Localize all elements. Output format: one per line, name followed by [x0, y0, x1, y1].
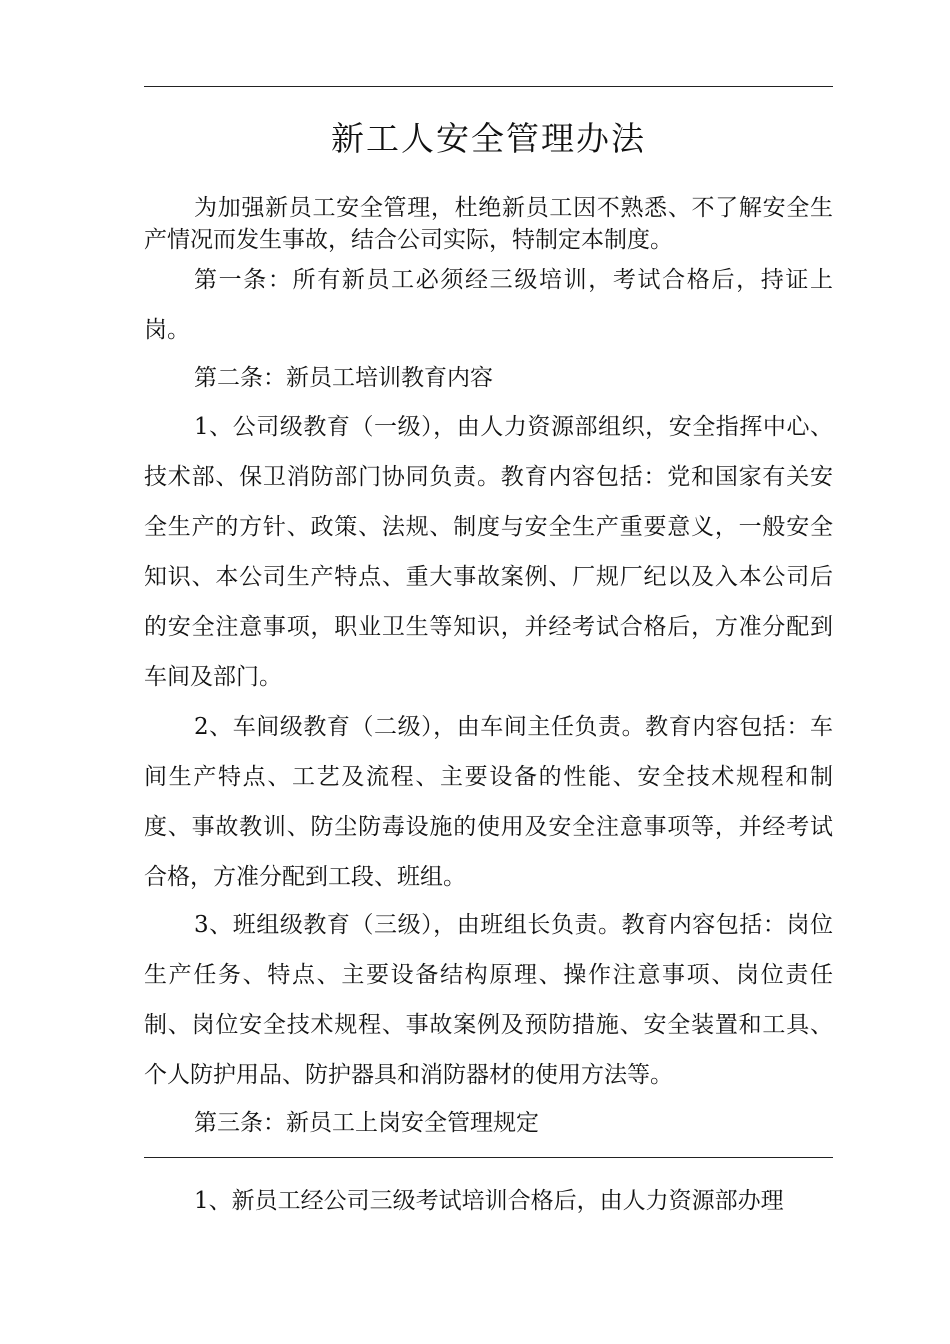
- document-title: 新工人安全管理办法: [331, 119, 646, 158]
- article-2-item-2: 2、车间级教育（二级），由车间主任负责。教育内容包括：车间生产特点、工艺及流程、主要设备的性能、安全技术规程和制度、事故教训、防尘防毒设施的使用及安全注意事项等，并经考试合格，方准分配到工段、班组。: [144, 714, 833, 890]
- page-break-rule: [144, 1157, 833, 1158]
- article-3-item-1: 1、新员工经公司三级考试培训合格后，由人力资源部办理: [194, 1188, 784, 1214]
- article-2-item-3: 3、班组级教育（三级），由班组长负责。教育内容包括：岗位生产任务、特点、主要设备结构原理、操作注意事项、岗位责任制、岗位安全技术规程、事故案例及预防措施、安全装置和工具、个人防护用品、防护器具和消防器材的使用方法等。: [144, 912, 833, 1088]
- article-3-heading: 第三条：新员工上岗安全管理规定: [194, 1110, 539, 1136]
- page-top-rule: [144, 86, 833, 87]
- article-1-paragraph: 第一条：所有新员工必须经三级培训，考试合格后，持证上岗。: [144, 267, 833, 343]
- intro-paragraph: 为加强新员工安全管理，杜绝新员工因不熟悉、不了解安全生产情况而发生事故，结合公司实际，特制定本制度。: [144, 195, 833, 253]
- article-2-heading: 第二条：新员工培训教育内容: [194, 365, 493, 391]
- article-2-item-1: 1、公司级教育（一级），由人力资源部组织，安全指挥中心、技术部、保卫消防部门协同负责。教育内容包括：党和国家有关安全生产的方针、政策、法规、制度与安全生产重要意义，一般安全知识、本公司生产特点、重大事故案例、厂规厂纪以及入本公司后的安全注意事项，职业卫生等知识，并经考试合格后，方准分配到车间及部门。: [144, 414, 833, 690]
